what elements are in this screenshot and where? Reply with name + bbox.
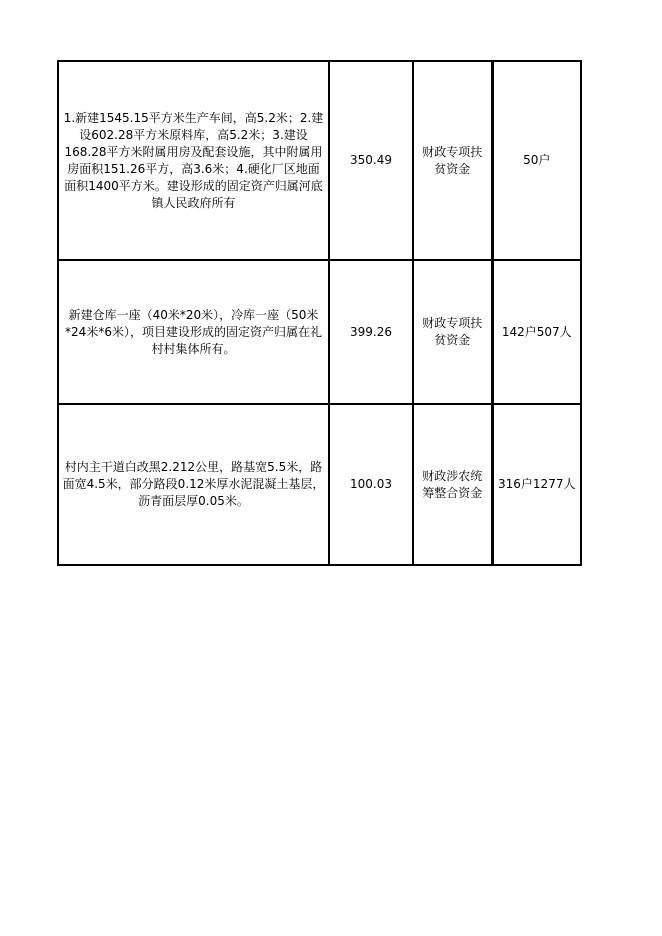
table-row (58, 61, 581, 260)
project-description-cell: 新建仓库一座（40米*20米），冷库一座（50米*24米*6米），项目建设形成的固定资产归属在礼村村集体所有。 (58, 260, 329, 404)
project-description-cell: 村内主干道白改黑2.212公里，路基宽5.5米，路面宽4.5米，部分路段0.12米厚水泥混凝土基层，沥青面层厚0.05米。 (58, 404, 329, 565)
projects-table (57, 60, 582, 566)
funding-source-cell: 财政涉农统筹整合资金 (413, 404, 492, 565)
funding-source-cell: 财政专项扶贫资金 (413, 61, 492, 260)
amount-cell: 399.26 (329, 260, 413, 404)
beneficiaries-cell: 50户 (492, 61, 581, 260)
funding-source-cell: 财政专项扶贫资金 (413, 260, 492, 404)
project-description-cell: 1.新建1545.15平方米生产车间，高5.2米；2.建设602.28平方米原料库，高5.2米；3.建设168.28平方米附属用房及配套设施，其中附属用房面积151.26平方，高3.6米；4.硬化厂区地面面积1400平方米。建设形成的固定资产归属河底镇人民政府所有 (58, 61, 329, 260)
table-row (58, 260, 581, 404)
amount-cell: 350.49 (329, 61, 413, 260)
table-row (58, 404, 581, 565)
amount-cell: 100.03 (329, 404, 413, 565)
beneficiaries-cell: 142户507人 (492, 260, 581, 404)
beneficiaries-cell: 316户1277人 (492, 404, 581, 565)
